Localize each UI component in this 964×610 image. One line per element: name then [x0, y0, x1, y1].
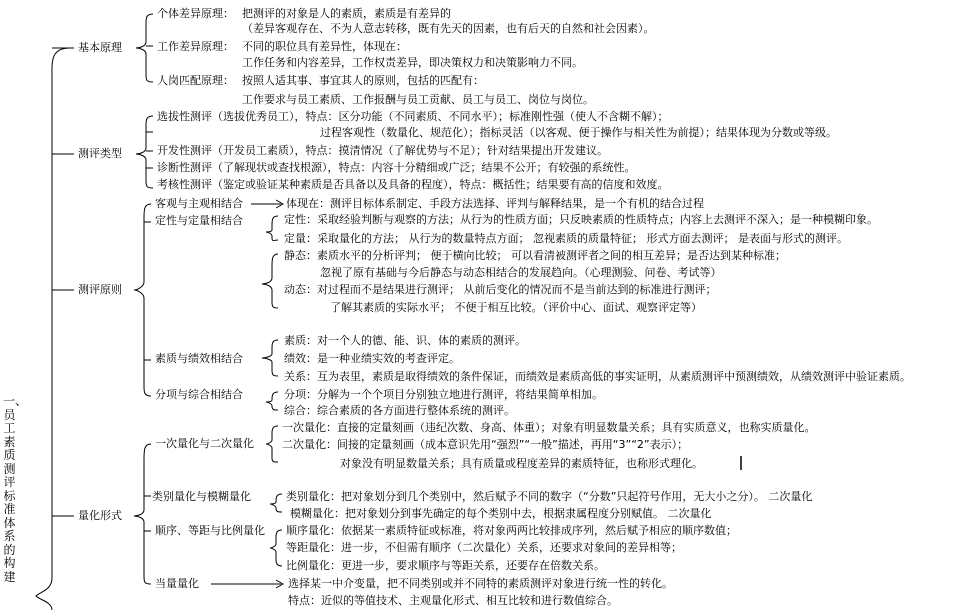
root-title: 一、员工素质测评标准体系的构建 — [3, 394, 28, 584]
person-job-match-head: 人岗匹配原理： — [157, 74, 234, 87]
once-quant-desc: 一次量化：直接的定量刻画（违纪次数、身高、体重）；对象有明显数量关系；具有实质意义，也称实质量化。 — [282, 421, 816, 434]
root-brace — [36, 48, 70, 610]
static-desc1: 静态：素质水平的分析评判； 便于横向比较； 可以看清被测评者之间的相互差异；是否达到某种标准； — [284, 249, 786, 262]
dynamic-desc2: 了解其素质的实际水平； 不便于相互比较。（评价中心、面试、观察评定等） — [330, 301, 702, 314]
twice-quant-desc1: 二次量化：间接的定量刻画（成本意识先用“强烈”“一般”描述，再用“3”“2”表示）； — [282, 438, 689, 451]
node-assessment-principles: 测评原则 — [78, 283, 122, 296]
ratio-quant-desc: 比例量化：更进一步，要求顺序与等距关系，还要存在倍数关系。 — [286, 559, 605, 572]
class-quant-desc: 类别量化：把对象划分到几个类别中，然后赋予不同的数字（“分数”只起符号作用，无大小之分）。 二次量化 — [286, 490, 813, 503]
dynamic-desc1: 动态：对过程而不是结果进行测评； 从前后变化的情况而不是当前达到的标准进行测评； — [284, 283, 717, 296]
performance-desc: 绩效：是一种业绩实效的考查评定。 — [284, 352, 460, 365]
types-line2: 过程客观性（数量化、规范化）；指标灵活（以客观、便于操作与相关性为前提）；结果体现为分数或等级。 — [320, 126, 837, 139]
work-diff-line1: 不同的职位具有差异性，体现在： — [242, 40, 407, 53]
fuzzy-quant-desc: 模糊量化：把对象划分到事先确定的每个类别中去，根据隶属程度分别赋值。 二次量化 — [290, 507, 712, 520]
equiv-desc2: 特点：近似的等值技术、主观量化形式、相互比较和进行数值综合。 — [288, 594, 618, 607]
comp-desc: 综合：综合素质的各方面进行整体系统的测评。 — [284, 404, 515, 417]
twice-quant-desc2: 对象没有明显数量关系；具有质量或程度差异的素质特征，也称形式理化。 — [340, 457, 703, 470]
individual-diff-line1: 把测评的对象是人的素质，素质是有差异的 — [242, 7, 451, 20]
node-quantification-forms: 量化形式 — [78, 509, 122, 522]
work-diff-head: 工作差异原理： — [157, 40, 234, 53]
class-fuzzy-node: 类别量化与模糊量化 — [152, 490, 251, 503]
work-diff-line2: 工作任务和内容差异，工作权责差异，即决策权力和决策影响力不同。 — [242, 56, 583, 69]
types-line4: 诊断性测评（了解现状或查找根源），特点：内容十分精细或广泛；结果不公开；有较强的系统性。 — [157, 161, 636, 174]
types-line1: 选拔性测评（选拔优秀员工），特点：区分功能（不同素质、不同水平）；标准刚性强（使人不含糊不解）； — [157, 110, 669, 123]
equiv-node: 当量量化 — [155, 577, 199, 590]
qual-quant-node: 定性与定量相结合 — [155, 214, 243, 227]
person-job-match-line1: 按照人适其事、事宜其人的原则，包括的匹配有： — [242, 74, 484, 87]
types-brace — [136, 116, 153, 188]
types-line3: 开发性测评（开发员工素质），特点：摸清情况（了解优势与不足）；针对结果提出开发建议。 — [157, 144, 608, 157]
equiv-desc1: 选择某一中介变量，把不同类别或并不同特的素质测评对象进行统一性的转化。 — [288, 577, 673, 590]
order-quant-desc: 顺序量化：依据某一素质特征或标准，将对象两两比较排成序列，然后赋予相应的顺序数值； — [286, 524, 737, 537]
basic-brace — [136, 14, 153, 82]
individual-diff-line2: （差异客观存在、不为人意志转移，既有先天的因素，也有后天的自然和社会因素）。 — [242, 22, 655, 35]
static-desc2: 忽视了原有基础与今后静态与动态相结合的发展趋向。（心理测验、问卷、考试等） — [320, 266, 722, 279]
once-twice-node: 一次量化与二次量化 — [155, 437, 254, 450]
quant-brace — [134, 444, 151, 584]
subj-obj-desc: 体现在：测评目标体系制定、手段方法选择、评判与解释结果，是一个有机的结合过程 — [286, 197, 704, 210]
quality-desc: 素质：对一个人的德、能、识、体的素质的测评。 — [284, 334, 526, 347]
types-line5: 考核性测评（鉴定或验证某种素质是否具备以及具备的程度），特点：概括性；结果要有高的信度和效度。 — [157, 178, 669, 191]
quantitative-desc: 定量：采取量化的方法； 从行为的数量特点方面； 忽视素质的质量特征； 形式方面去测评； 是表面与形式的测评。 — [284, 232, 848, 245]
subj-obj-node: 客观与主观相结合 — [155, 197, 243, 210]
quality-perf-node: 素质与绩效相结合 — [155, 352, 243, 365]
qualitative-desc: 定性：采取经验判断与观察的方法；从行为的性质方面；只反映素质的性质特点；内容上去测评不深入；是一种模糊印象。 — [284, 213, 878, 226]
principles-brace — [134, 204, 151, 396]
person-job-match-line2: 工作要求与员工素质、工作报酬与员工贡献、员工与员工、岗位与岗位。 — [242, 93, 594, 106]
node-basic-principles: 基本原理 — [78, 41, 122, 54]
item-desc: 分项：分解为一个个项目分别独立地进行测评，将结果简单相加。 — [284, 388, 603, 401]
individual-diff-head: 个体差异原理： — [157, 7, 234, 20]
node-assessment-types: 测评类型 — [78, 147, 122, 160]
interval-quant-desc: 等距量化：进一步，不但需有顺序（二次量化）关系，还要求对象间的差异相等； — [286, 541, 682, 554]
item-comp-node: 分项与综合相结合 — [155, 388, 243, 401]
order-ratio-node: 顺序、等距与比例量化 — [155, 524, 265, 537]
relation-desc: 关系：互为表里，素质是取得绩效的条件保证，而绩效是素质高低的事实证明，从素质测评中预测绩效，从绩效测评中验证素质。 — [284, 370, 911, 383]
